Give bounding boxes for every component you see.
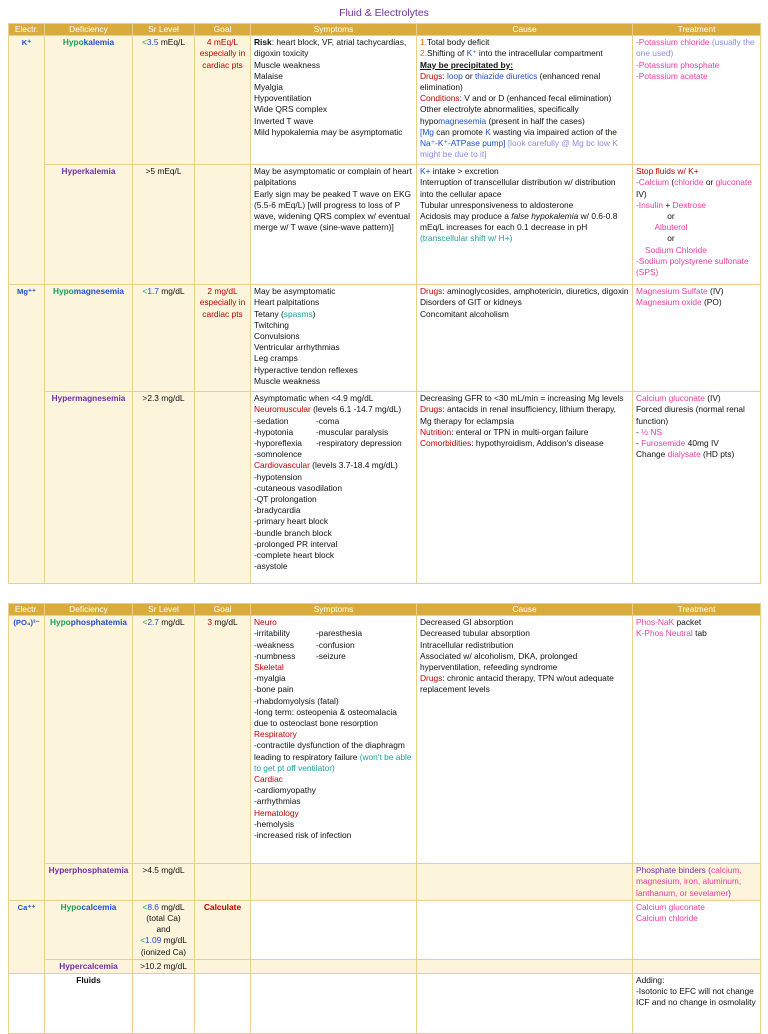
- cause-hypophosphatemia: Decreased GI absorption Decreased tubular absorption Intracellular redistribution Associated w/ alcoholism, DKA, prolonged hyperventilation, refeeding syndrome Drugs: chronic antacid therapy, TPN w/out adequate replacement levels: [417, 616, 633, 864]
- electrolyte-table-2: [8, 603, 761, 1034]
- table-header-row: [9, 604, 761, 616]
- symptoms-hypokalemia: Risk: heart block, VF, atrial tachycardias, digoxin toxicity Muscle weakness Malaise Myalgia Hypoventilation Wide QRS complex Inverted T wave Mild hypokalemia may be asymptomatic: [251, 36, 417, 165]
- goal-fluids: [195, 974, 251, 1034]
- table-row: [9, 959, 761, 973]
- symptom-item: Muscle weakness: [254, 375, 321, 386]
- level-hyperphosphatemia: >4.5 mg/dL: [133, 864, 195, 901]
- table-row: [9, 392, 761, 584]
- symptoms-hyperkalemia: May be asymptomatic or complain of heart palpitations Early sign may be peaked T wave on EKG (5.5-6 mEq/L) [will progress to loss of P wave, widening QRS complex w/ eventual merge w/ T wave (sine-wave pattern)]: [251, 165, 417, 285]
- symptoms-hypomagnesemia: May be asymptomatic Heart palpitations Tetany (spasms) Twitching Convulsions Ventricular arrhythmias Leg cramps Hyperactive tendon reflexes Muscle weakness: [251, 285, 417, 392]
- treatment-hypomagnesemia: Magnesium Sulfate (IV) Magnesium oxide (PO): [633, 285, 761, 392]
- header-goal: Goal: [195, 604, 251, 616]
- level-hypophosphatemia: <2.7 mg/dL: [133, 616, 195, 864]
- header-sr-level: Sr Level: [133, 24, 195, 36]
- symptom-item: Convulsions: [254, 331, 300, 342]
- cause-fluids: [417, 974, 633, 1034]
- symptom-item: Twitching: [254, 319, 289, 330]
- table-row: [9, 616, 761, 864]
- table-row: [9, 165, 761, 285]
- deficiency-hypophosphatemia: Hypophosphatemia: [45, 616, 133, 864]
- electrolyte-calcium: Ca⁺⁺: [9, 900, 45, 973]
- treatment-fluids: Adding: -Isotonic to EFC will not change ICF and no change in osmolality: [633, 974, 761, 1034]
- header-treatment: Treatment: [633, 24, 761, 36]
- symptom-item: Wide QRS complex: [254, 104, 328, 115]
- deficiency-hypokalemia: Hypokalemia: [45, 36, 133, 165]
- symptom-item: Hypoventilation: [254, 93, 312, 104]
- treatment-hyperkalemia: Stop fluids w/ K+ -Calcium (chloride or gluconate IV) -Insulin + Dextrose or Albuterol or Sodium Chloride -Sodium polystyrene sulfonate (SPS): [633, 165, 761, 285]
- table-row: [9, 864, 761, 901]
- deficiency-hypocalcemia: Hypocalcemia: [45, 900, 133, 959]
- deficiency-hyperphosphatemia: Hyperphosphatemia: [45, 864, 133, 901]
- symptom-item: Ventricular arrhythmias: [254, 342, 340, 353]
- level-hypercalcemia: >10.2 mg/dL: [133, 959, 195, 973]
- goal-hypokalemia: 4 mEq/L especially in cardiac pts: [195, 36, 251, 165]
- symptoms-hypermagnesemia: Asymptomatic when <4.9 mg/dL Neuromuscular (levels 6.1 -14.7 mg/dL) -sedation -coma -hypotonia -muscular paralysis -hyporeflexia -respiratory depression -somnolence Cardiovascular (levels 3.7-18.4 mg/dL) -hypotension -cutaneous vasodilation -QT prolongation -bradycardia -primary heart block -bundle branch block -prolonged PR interval -complete heart block -asystole: [251, 392, 417, 584]
- goal-hypophosphatemia: 3 mg/dL: [195, 616, 251, 864]
- cause-hypermagnesemia: Decreasing GFR to <30 mL/min = increasing Mg levels Drugs: antacids in renal insufficiency, lithium therapy, Mg therapy for eclampsia Nutrition: enteral or TPN in multi-organ failure Comorbidities: hypothyroidism, Addison's disease: [417, 392, 633, 584]
- level-hypokalemia: <3.5 mEq/L: [133, 36, 195, 165]
- treatment-hypercalcemia: [633, 959, 761, 973]
- symptom-item: Inverted T wave: [254, 115, 314, 126]
- cause-hypomagnesemia: Drugs: aminoglycosides, amphotericin, diuretics, digoxin Disorders of GIT or kidneys Concomitant alcoholism: [417, 285, 633, 392]
- electrolyte-phosphate: (PO₄)³⁻: [9, 616, 45, 901]
- header-cause: Cause: [417, 604, 633, 616]
- electrolyte-table-1: [8, 23, 761, 584]
- treatment-hypocalcemia: Calcium gluconate Calcium chloride: [633, 900, 761, 959]
- treatment-hypophosphatemia: Phos-NaK packet K-Phos Neutral tab: [633, 616, 761, 864]
- symptoms-hypophosphatemia: Neuro -irritability -paresthesia -weakness -confusion -numbness -seizure Skeletal -myalgia -bone pain -rhabdomyolysis (fatal) -long term: osteopenia & osteomalacia due to osteoclast bone resorption Respiratory -contractile dysfunction of the diaphragm leading to respiratory failure (won't be able to get pt off ventilator) Cardiac -cardiomyopathy -arrhythmias Hematology -hemolysis -increased risk of infection: [251, 616, 417, 864]
- goal-hypercalcemia: [195, 959, 251, 973]
- cause-hypocalcemia: [417, 900, 633, 959]
- goal-hyperkalemia: [195, 165, 251, 285]
- header-goal: Goal: [195, 24, 251, 36]
- deficiency-hyperkalemia: Hyperkalemia: [45, 165, 133, 285]
- deficiency-fluids: Fluids: [45, 974, 133, 1034]
- symptoms-hypercalcemia: [251, 959, 417, 973]
- header-deficiency: Deficiency: [45, 24, 133, 36]
- header-electrolyte: Electr.: [9, 24, 45, 36]
- table-row: [9, 900, 761, 959]
- header-symptoms: Symptoms: [251, 604, 417, 616]
- table-header-row: [9, 24, 761, 36]
- header-cause: Cause: [417, 24, 633, 36]
- symptom-item: Malaise: [254, 70, 283, 81]
- symptom-item: Leg cramps: [254, 353, 298, 364]
- header-electrolyte: Electr.: [9, 604, 45, 616]
- level-hypomagnesemia: <1.7 mg/dL: [133, 285, 195, 392]
- goal-hypermagnesemia: [195, 392, 251, 584]
- cause-hyperkalemia: K+ intake > excretion Interruption of transcellular distribution w/ distribution into the cellular apace Tubular unresponsiveness to aldosterone Acidosis may produce a false hypokalemia w/ 0.6-0.8 mEq/L increases for each 0.1 decrease in pH (transcellular shift w/ H+): [417, 165, 633, 285]
- symptoms-hypocalcemia: [251, 900, 417, 959]
- symptom-item: Mild hypokalemia may be asymptomatic: [254, 126, 403, 137]
- cause-hyperphosphatemia: [417, 864, 633, 901]
- electrolyte-magnesium: Mg⁺⁺: [9, 285, 45, 584]
- symptoms-hyperphosphatemia: [251, 864, 417, 901]
- goal-hypomagnesemia: 2 mg/dL especially in cardiac pts: [195, 285, 251, 392]
- page-title: Fluid & Electrolytes: [339, 7, 429, 19]
- goal-hyperphosphatemia: [195, 864, 251, 901]
- goal-hypocalcemia: Calculate: [195, 900, 251, 959]
- level-hyperkalemia: >5 mEq/L: [133, 165, 195, 285]
- deficiency-hypomagnesemia: Hypomagnesemia: [45, 285, 133, 392]
- treatment-hypermagnesemia: Calcium gluconate (IV) Forced diuresis (normal renal function) - ½ NS - Furosemide 40mg IV Change dialysate (HD pts): [633, 392, 761, 584]
- level-fluids: [133, 974, 195, 1034]
- level-hypocalcemia: <8.6 mg/dL (total Ca) and <1.09 mg/dL (ionized Ca): [133, 900, 195, 959]
- treatment-hypokalemia: -Potassium chloride (usually the one used) -Potassium phosphate -Potassium acetate: [633, 36, 761, 165]
- symptom-item: Hyperactive tendon reflexes: [254, 364, 358, 375]
- deficiency-hypermagnesemia: Hypermagnesemia: [45, 392, 133, 584]
- header-deficiency: Deficiency: [45, 604, 133, 616]
- cause-hypokalemia: 1.Total body deficit 2.Shifting of K⁺ into the intracellular compartment May be precipitated by: Drugs: loop or thiazide diuretics (enhanced renal elimination) Conditions: V and or D (enhanced fecal elimination) Other electrolyte abnormalities, specifically hypomagnesemia (present in half the cases) [Mg can promote K wasting via impaired action of the Na⁺-K⁺-ATPase pump] [look carefully @ Mg bc low K might be due to it]: [417, 36, 633, 165]
- header-sr-level: Sr Level: [133, 604, 195, 616]
- level-hypermagnesemia: >2.3 mg/dL: [133, 392, 195, 584]
- deficiency-hypercalcemia: Hypercalcemia: [45, 959, 133, 973]
- symptom-item: Myalgia: [254, 82, 283, 93]
- cause-hypercalcemia: [417, 959, 633, 973]
- table-row: [9, 285, 761, 392]
- symptom-item: Muscle weakness: [254, 59, 321, 70]
- treatment-hyperphosphatemia: Phosphate binders (calcium, magnesium, iron, aluminum, lanthanum, or sevelamer): [633, 864, 761, 901]
- electrolyte-fluids: [9, 974, 45, 1034]
- table-row: [9, 974, 761, 1034]
- table-row: [9, 36, 761, 165]
- electrolyte-potassium: K⁺: [9, 36, 45, 285]
- header-symptoms: Symptoms: [251, 24, 417, 36]
- symptoms-fluids: [251, 974, 417, 1034]
- header-treatment: Treatment: [633, 604, 761, 616]
